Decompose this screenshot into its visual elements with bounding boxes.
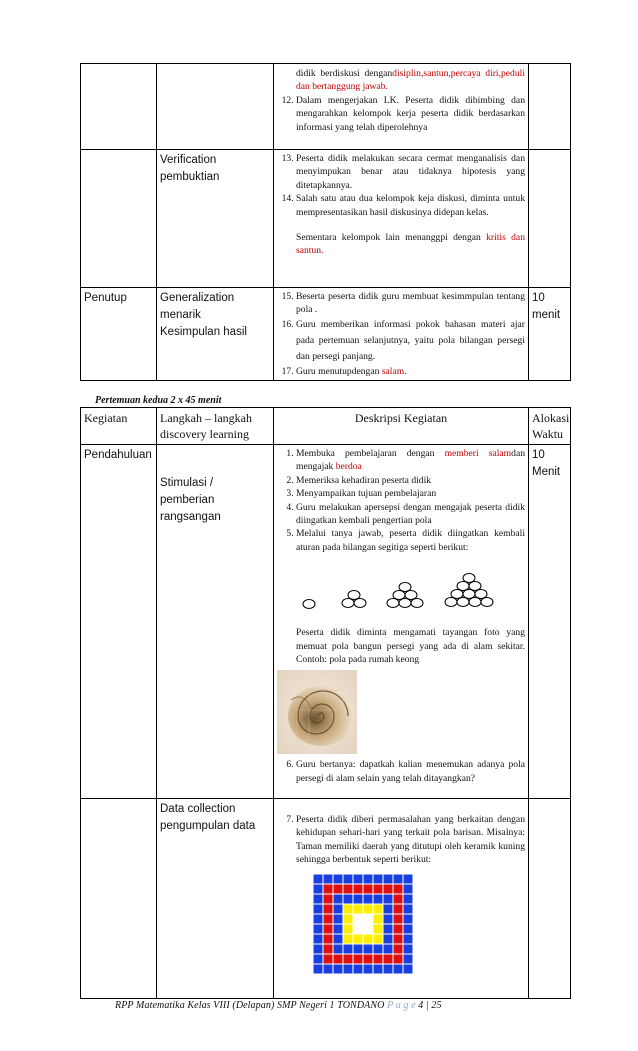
tile: [343, 884, 353, 894]
circle-dot: [469, 582, 481, 591]
continued-text: didik berdiskusi dengandisiplin,santun,percaya diri,peduli dan bertanggung jawab.: [296, 68, 525, 93]
circle-dot: [342, 599, 354, 608]
tile: [333, 924, 343, 934]
step-cell: Data collection pengumpulan data: [157, 799, 274, 999]
activity-list: [277, 94, 525, 134]
activity-list: [277, 758, 525, 785]
footer-text: RPP Matematika Kelas VIII (Delapan) SMP Negeri 1 TONDANO: [115, 1000, 385, 1011]
step-cell: Generalization menarik Kesimpulan hasil: [157, 288, 274, 381]
tile: [333, 934, 343, 944]
tile: [393, 954, 403, 964]
tile: [393, 874, 403, 884]
tile: [353, 944, 363, 954]
tile: [363, 874, 373, 884]
header-langkah: Langkah – langkah discovery learning: [157, 408, 274, 445]
footer-page-label: P a g e: [387, 1000, 416, 1011]
tile: [383, 884, 393, 894]
circle-dot: [475, 590, 487, 599]
list-item: 12. Dalam mengerjakan LK. Peserta didik dibimbing dan mengarahkan kelompok kerja peserta didik berdasarkan informasi yang telah diperolehnya: [296, 94, 525, 134]
list-item: 1. Membuka pembelajaran dengan memberi salamdan mengajak berdoa: [296, 447, 525, 474]
circle-dot: [469, 598, 481, 607]
paragraph: Peserta didik diminta mengamati tayangan foto yang memuat pola bangun persegi yang ada di alam sekitar. Contoh: pola pada rumah keong: [296, 627, 525, 666]
paragraph: Sementara kelompok lain menanggpi dengan kritis dan santun.: [296, 232, 525, 257]
tile: [393, 934, 403, 944]
tile: [363, 964, 373, 974]
activity-list: [277, 447, 525, 554]
tile: [353, 964, 363, 974]
table-row: [81, 445, 571, 799]
circle-dot: [303, 600, 315, 609]
circle-dot: [393, 591, 405, 600]
list-item: 14. Salah satu atau dua kelompok keja diskusi, diminta untuk mempresentasikan hasil diskusinya didepan kelas.: [296, 192, 525, 219]
waktu-cell: 10 Menit: [529, 445, 571, 799]
tile: [323, 914, 333, 924]
tile: [373, 964, 383, 974]
tile: [403, 894, 413, 904]
tile: [333, 914, 343, 924]
tile: [323, 954, 333, 964]
tile: [343, 924, 353, 934]
tile: [373, 904, 383, 914]
tile: [403, 874, 413, 884]
header-alokasi: Alokasi Waktu: [529, 408, 571, 445]
tile: [343, 964, 353, 974]
tile: [353, 924, 363, 934]
tile: [353, 914, 363, 924]
kegiatan-cell: Penutup: [81, 288, 157, 381]
circle-dot: [463, 590, 475, 599]
tile: [363, 884, 373, 894]
tile: [343, 874, 353, 884]
tile: [393, 914, 403, 924]
tile: [403, 884, 413, 894]
tile: [343, 914, 353, 924]
circle-dot: [399, 583, 411, 592]
tile: [403, 964, 413, 974]
circle-dot: [354, 599, 366, 608]
description-cell: [274, 799, 529, 999]
step-cell: Verification pembuktian: [157, 150, 274, 288]
circle-dot: [451, 590, 463, 599]
tile: [313, 954, 323, 964]
list-item: 4. Guru melakukan apersepsi dengan mengajak peserta didik diingatkan kembali pengertian pola: [296, 501, 525, 528]
tile: [333, 894, 343, 904]
list-item: 17. Guru menutupdengan salam.: [296, 365, 525, 378]
list-item: 5. Melalui tanya jawab, peserta didik diingatkan kembali aturan pada bilangan segitiga seperti berikut:: [296, 527, 525, 554]
tile: [393, 944, 403, 954]
tile: [373, 894, 383, 904]
header-kegiatan: Kegiatan: [81, 408, 157, 445]
list-item: 13. Peserta didik melakukan secara cermat menganalisis dan menyimpukan benar atau tidaknya hipotesis yang ditetapkannya.: [296, 152, 525, 192]
tile: [363, 934, 373, 944]
circle-dot: [457, 582, 469, 591]
tile: [393, 924, 403, 934]
tile: [323, 964, 333, 974]
circle-dot: [411, 599, 423, 608]
tile: [363, 944, 373, 954]
tile: [313, 904, 323, 914]
tile: [383, 944, 393, 954]
description-cell: [274, 64, 529, 150]
tile: [353, 904, 363, 914]
section-title: Pertemuan kedua 2 x 45 menit: [95, 395, 222, 406]
tile: [333, 904, 343, 914]
tile: [393, 894, 403, 904]
tile: [333, 884, 343, 894]
triangle-number-pattern: [277, 560, 527, 616]
tile: [313, 874, 323, 884]
list-item: 7. Peserta didik diberi permasalahan yang berkaitan dengan kehidupan sehari-hari yang terkait pola barisan. Misalnya: Taman memiliki daerah yang ditutupi oleh keramik kuning sehingga berbentuk seperti berikut:: [296, 813, 525, 867]
description-cell: [274, 150, 529, 288]
circle-dot: [463, 574, 475, 583]
tile: [403, 954, 413, 964]
list-item: 6. Guru bertanya: dapatkah kalian menemukan adanya pola persegi di alam selain yang telah ditayangkan?: [296, 758, 525, 785]
tile: [383, 894, 393, 904]
circle-dot: [457, 598, 469, 607]
tile: [323, 934, 333, 944]
tile: [383, 914, 393, 924]
circle-dot: [399, 599, 411, 608]
activity-table-continued: [80, 63, 571, 381]
tile: [323, 904, 333, 914]
tile: [333, 944, 343, 954]
tile: [353, 934, 363, 944]
tile: [343, 894, 353, 904]
tile: [393, 884, 403, 894]
header-deskripsi: Deskripsi Kegiatan: [274, 408, 529, 445]
tile: [323, 874, 333, 884]
tile: [353, 894, 363, 904]
tile: [363, 914, 373, 924]
list-item: 3. Menyampaikan tujuan pembelajaran: [296, 487, 525, 500]
description-cell: [274, 288, 529, 381]
tile: [403, 924, 413, 934]
tile: [343, 904, 353, 914]
tile: [373, 884, 383, 894]
table-row: [81, 150, 571, 288]
tile: [363, 924, 373, 934]
tile: [403, 944, 413, 954]
tile: [313, 924, 323, 934]
tile: [323, 944, 333, 954]
page-footer: [115, 1000, 442, 1011]
table-row: [81, 799, 571, 999]
list-item: 2. Memeriksa kehadiran peserta didik: [296, 474, 525, 487]
list-item: 15. Beserta peserta didik guru membuat kesimmpulan tentang pola .: [296, 290, 525, 317]
tile: [313, 944, 323, 954]
tile: [373, 944, 383, 954]
nautilus-shell-photo: [277, 670, 357, 754]
tile-grid-wrapper: [310, 871, 525, 982]
step-cell: Stimulasi / pemberian rangsangan: [157, 445, 274, 799]
tile: [363, 954, 373, 964]
tile: [373, 924, 383, 934]
tile: [383, 934, 393, 944]
tile: [343, 944, 353, 954]
tile: [383, 904, 393, 914]
description-cell: [274, 445, 529, 799]
tile: [383, 924, 393, 934]
activity-list: [277, 813, 525, 867]
circle-dot: [481, 598, 493, 607]
tile: [373, 934, 383, 944]
tile: [353, 884, 363, 894]
tile: [403, 934, 413, 944]
tile: [313, 934, 323, 944]
activity-list: [277, 290, 525, 378]
tile: [313, 894, 323, 904]
tile: [333, 964, 343, 974]
list-item: 16. Guru memberikan informasi pokok bahasan materi ajar pada pertemuan selanjutnya, yaitu pola bilangan persegi dan persegi panjang.: [296, 317, 525, 365]
tile: [323, 924, 333, 934]
tile: [323, 884, 333, 894]
tile: [383, 874, 393, 884]
tile: [373, 954, 383, 964]
tile: [403, 904, 413, 914]
tile: [323, 894, 333, 904]
tile: [403, 914, 413, 924]
activity-list: [277, 152, 525, 219]
tile: [313, 884, 323, 894]
tile: [393, 964, 403, 974]
tile: [343, 954, 353, 964]
tile: [383, 954, 393, 964]
tile: [353, 874, 363, 884]
footer-page-number: 4 | 25: [418, 1000, 442, 1011]
tile-pattern-grid: [310, 871, 416, 977]
circle-dot: [405, 591, 417, 600]
activity-table: [80, 407, 571, 999]
tile: [393, 904, 403, 914]
tile: [343, 934, 353, 944]
tile: [333, 874, 343, 884]
tile: [373, 914, 383, 924]
waktu-cell: 10 menit: [529, 288, 571, 381]
tile: [353, 954, 363, 964]
tile: [363, 904, 373, 914]
tile: [383, 964, 393, 974]
tile: [363, 894, 373, 904]
table-header-row: [81, 408, 571, 445]
table-row: [81, 64, 571, 150]
circle-dot: [445, 598, 457, 607]
tile: [373, 874, 383, 884]
tile: [333, 954, 343, 964]
tile: [313, 914, 323, 924]
kegiatan-cell: Pendahuluan: [81, 445, 157, 799]
table-row: [81, 288, 571, 381]
tile: [313, 964, 323, 974]
circle-dot: [387, 599, 399, 608]
circle-dot: [348, 591, 360, 600]
